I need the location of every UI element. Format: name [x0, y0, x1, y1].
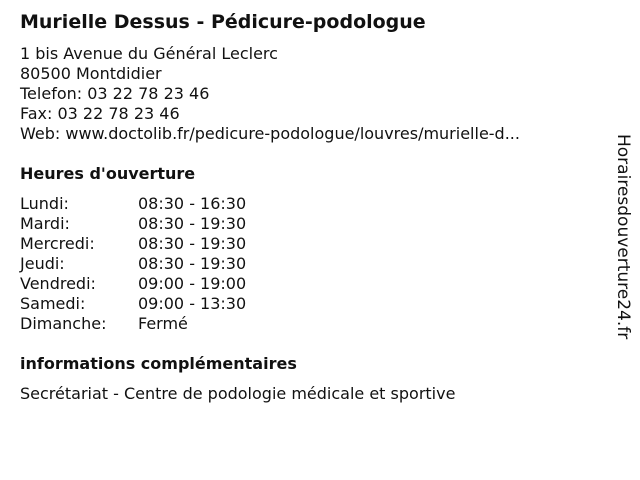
time-value: 08:30 - 19:30: [138, 234, 247, 253]
hours-row-monday: [20, 194, 320, 214]
time-value: Fermé: [138, 314, 188, 333]
time-value: 08:30 - 19:30: [138, 214, 247, 233]
phone-line: Telefon: 03 22 78 23 46: [20, 84, 210, 103]
time-value: 09:00 - 13:30: [138, 294, 247, 313]
time-value: 08:30 - 16:30: [138, 194, 247, 213]
opening-hours-heading: Heures d'ouverture: [20, 164, 196, 183]
hours-row-friday: [20, 274, 320, 294]
additional-info-heading: informations complémentaires: [20, 354, 297, 373]
day-label: Mardi:: [20, 214, 70, 233]
address-line-city: 80500 Montdidier: [20, 64, 162, 83]
day-label: Lundi:: [20, 194, 69, 213]
hours-row-thursday: [20, 254, 320, 274]
hours-row-sunday: [20, 314, 320, 334]
business-title: Murielle Dessus - Pédicure-podologue: [20, 11, 426, 33]
contact-block: [20, 44, 520, 144]
time-value: 09:00 - 19:00: [138, 274, 247, 293]
fax-line: Fax: 03 22 78 23 46: [20, 104, 180, 123]
time-value: 08:30 - 19:30: [138, 254, 247, 273]
site-brand-vertical: Horairesdouverture24.fr: [613, 134, 633, 340]
hours-row-tuesday: [20, 214, 320, 234]
day-label: Mercredi:: [20, 234, 95, 253]
day-label: Vendredi:: [20, 274, 96, 293]
day-label: Samedi:: [20, 294, 86, 313]
address-line-street: 1 bis Avenue du Général Leclerc: [20, 44, 278, 63]
hours-row-saturday: [20, 294, 320, 314]
day-label: Dimanche:: [20, 314, 107, 333]
hours-row-wednesday: [20, 234, 320, 254]
day-label: Jeudi:: [20, 254, 65, 273]
opening-hours-table: [20, 194, 320, 334]
additional-info-text: Secrétariat - Centre de podologie médicale et sportive: [20, 384, 456, 403]
web-line[interactable]: Web: www.doctolib.fr/pedicure-podologue/louvres/murielle-d...: [20, 124, 520, 143]
